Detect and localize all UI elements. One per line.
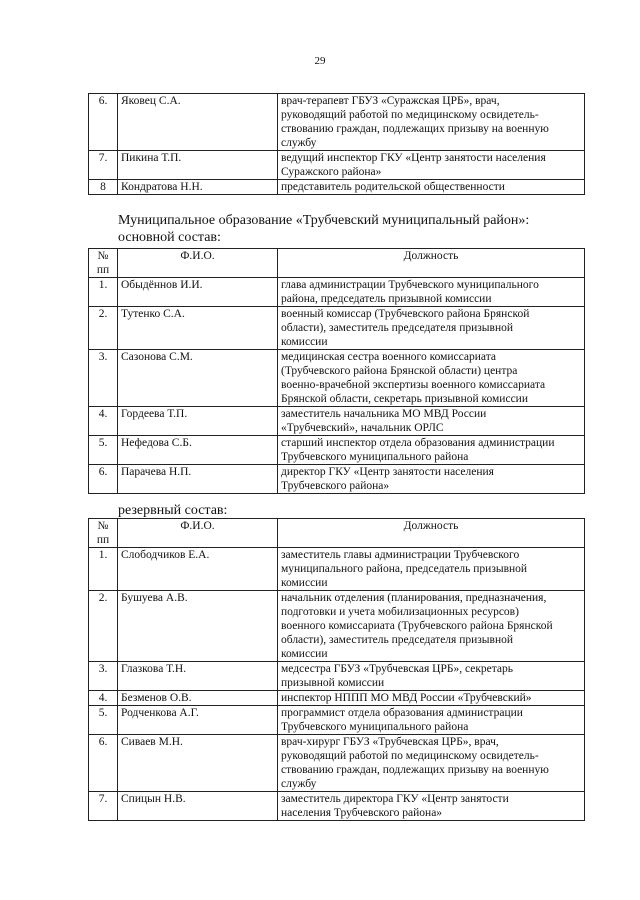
position-line: начальник отделения (планирования, предназначения,	[281, 592, 547, 604]
row-number: 5.	[89, 436, 118, 465]
position-line: врач-терапевт ГБУЗ «Суражская ЦРБ», врач,	[281, 95, 500, 107]
table-header-row	[89, 519, 585, 548]
position-line: директор ГКУ «Центр занятости населения	[281, 466, 494, 478]
column-header-position: Должность	[278, 249, 585, 278]
position-line: (Трубчевского района Брянской области) центра	[281, 365, 518, 377]
position-line: «Трубчевский», начальник ОРЛС	[281, 422, 444, 434]
row-number: 6.	[89, 94, 118, 151]
member-name: Слободчиков Е.А.	[118, 548, 278, 591]
position-line: Трубчевского муниципального района	[281, 721, 469, 733]
position-line: старший инспектор отдела образования администрации	[281, 437, 555, 449]
member-name: Гордеева Т.П.	[118, 407, 278, 436]
position-line: медсестра ГБУЗ «Трубчевская ЦРБ», секретарь	[281, 663, 514, 675]
table-header-row	[89, 249, 585, 278]
table-row	[89, 792, 585, 821]
member-position	[278, 591, 585, 662]
member-name: Сиваев М.Н.	[118, 735, 278, 792]
reserve-composition-body	[89, 548, 585, 821]
member-name: Сазонова С.М.	[118, 350, 278, 407]
position-line: военно-врачебной экспертизы военного комиссариата	[281, 379, 546, 391]
position-line: инспектор НППП МО МВД России «Трубчевский»	[281, 692, 532, 704]
position-line: призывной комиссии	[281, 677, 385, 689]
position-line: комиссии	[281, 577, 328, 589]
position-line: ведущий инспектор ГКУ «Центр занятости населения	[281, 152, 546, 164]
position-line: Суражского района»	[281, 166, 382, 178]
position-line: военный комиссар (Трубчевского района Брянской	[281, 308, 530, 320]
row-number: 8	[89, 180, 118, 195]
member-position	[278, 465, 585, 494]
section-heading-line: Муниципальное образование «Трубчевский муниципальный район»:	[118, 213, 530, 228]
row-number: 3.	[89, 350, 118, 407]
position-line: комиссии	[281, 648, 328, 660]
table-row	[89, 407, 585, 436]
member-name: Нефедова С.Б.	[118, 436, 278, 465]
table-row	[89, 465, 585, 494]
column-header-position: Должность	[278, 519, 585, 548]
table-row	[89, 548, 585, 591]
position-line: населения Трубчевского района»	[281, 807, 443, 819]
position-line: медицинская сестра военного комиссариата	[281, 351, 496, 363]
row-number: 3.	[89, 662, 118, 691]
table-row	[89, 94, 585, 151]
table-row	[89, 706, 585, 735]
member-position	[278, 307, 585, 350]
position-line: заместитель начальника МО МВД России	[281, 408, 487, 420]
position-line: ствованию граждан, подлежащих призыву на военную	[281, 123, 549, 135]
member-position	[278, 278, 585, 307]
row-number: 6.	[89, 735, 118, 792]
table-row	[89, 591, 585, 662]
position-line: глава администрации Трубчевского муниципального	[281, 279, 539, 291]
position-line: Трубчевского района»	[281, 480, 390, 492]
row-number: 4.	[89, 407, 118, 436]
member-name: Пикина Т.П.	[118, 151, 278, 180]
member-position	[278, 548, 585, 591]
main-composition-body	[89, 278, 585, 494]
position-line: Трубчевского муниципального района	[281, 451, 469, 463]
row-number: 5.	[89, 706, 118, 735]
position-line: Брянской области, секретарь призывной комиссии	[281, 393, 528, 405]
column-header-number: № пп	[89, 519, 118, 548]
table-row	[89, 307, 585, 350]
member-name: Парачева Н.П.	[118, 465, 278, 494]
member-position	[278, 436, 585, 465]
position-line: комиссии	[281, 336, 328, 348]
row-number: 7.	[89, 792, 118, 821]
table-row	[89, 691, 585, 706]
table-row	[89, 151, 585, 180]
table-row	[89, 278, 585, 307]
member-name: Бушуева А.В.	[118, 591, 278, 662]
position-line: руководящий работой по медицинскому освидетель-	[281, 750, 539, 762]
continuation-table-body	[89, 94, 585, 195]
member-name: Кондратова Н.Н.	[118, 180, 278, 195]
member-name: Родченкова А.Г.	[118, 706, 278, 735]
position-line: района, председатель призывной комиссии	[281, 293, 492, 305]
column-header-number: № пп	[89, 249, 118, 278]
continuation-table	[88, 93, 585, 195]
table-row	[89, 350, 585, 407]
position-line: руководящий работой по медицинскому освидетель-	[281, 109, 539, 121]
position-line: заместитель директора ГКУ «Центр занятости	[281, 793, 509, 805]
position-line: ствованию граждан, подлежащих призыву на военную	[281, 764, 549, 776]
row-number: 1.	[89, 548, 118, 591]
member-name: Яковец С.А.	[118, 94, 278, 151]
member-position	[278, 407, 585, 436]
position-line: области), заместитель председателя призывной	[281, 322, 514, 334]
member-name: Спицын Н.В.	[118, 792, 278, 821]
row-number: 2.	[89, 307, 118, 350]
section-heading-trubchevsk	[118, 212, 529, 246]
position-line: подготовки и учета мобилизационных ресурсов)	[281, 606, 519, 618]
member-position	[278, 662, 585, 691]
member-position	[278, 350, 585, 407]
table-row	[89, 436, 585, 465]
row-number: 7.	[89, 151, 118, 180]
member-name: Обыдённов И.И.	[118, 278, 278, 307]
position-line: военного комиссариата (Трубчевского района Брянской	[281, 620, 553, 632]
table-row	[89, 662, 585, 691]
reserve-composition-table	[88, 518, 585, 821]
row-number: 4.	[89, 691, 118, 706]
member-position	[278, 691, 585, 706]
position-line: службу	[281, 137, 317, 149]
main-composition-table	[88, 248, 585, 494]
member-position	[278, 180, 585, 195]
member-position	[278, 94, 585, 151]
position-line: представитель родительской общественности	[281, 181, 505, 193]
member-name: Безменов О.В.	[118, 691, 278, 706]
position-line: муниципального района, председатель призывной	[281, 563, 528, 575]
member-position	[278, 151, 585, 180]
row-number: 2.	[89, 591, 118, 662]
column-header-name: Ф.И.О.	[118, 249, 278, 278]
table-row	[89, 735, 585, 792]
member-name: Тутенко С.А.	[118, 307, 278, 350]
position-line: области), заместитель председателя призывной	[281, 634, 514, 646]
reserve-heading: резервный состав:	[118, 503, 228, 518]
column-header-name: Ф.И.О.	[118, 519, 278, 548]
member-position	[278, 735, 585, 792]
member-position	[278, 792, 585, 821]
member-position	[278, 706, 585, 735]
position-line: врач-хирург ГБУЗ «Трубчевская ЦРБ», врач,	[281, 736, 499, 748]
table-row	[89, 180, 585, 195]
row-number: 1.	[89, 278, 118, 307]
position-line: заместитель главы администрации Трубчевского	[281, 549, 520, 561]
page-number: 29	[314, 55, 326, 67]
section-heading-line: основной состав:	[118, 230, 221, 245]
member-name: Глазкова Т.Н.	[118, 662, 278, 691]
position-line: службу	[281, 778, 317, 790]
row-number: 6.	[89, 465, 118, 494]
position-line: программист отдела образования администрации	[281, 707, 523, 719]
